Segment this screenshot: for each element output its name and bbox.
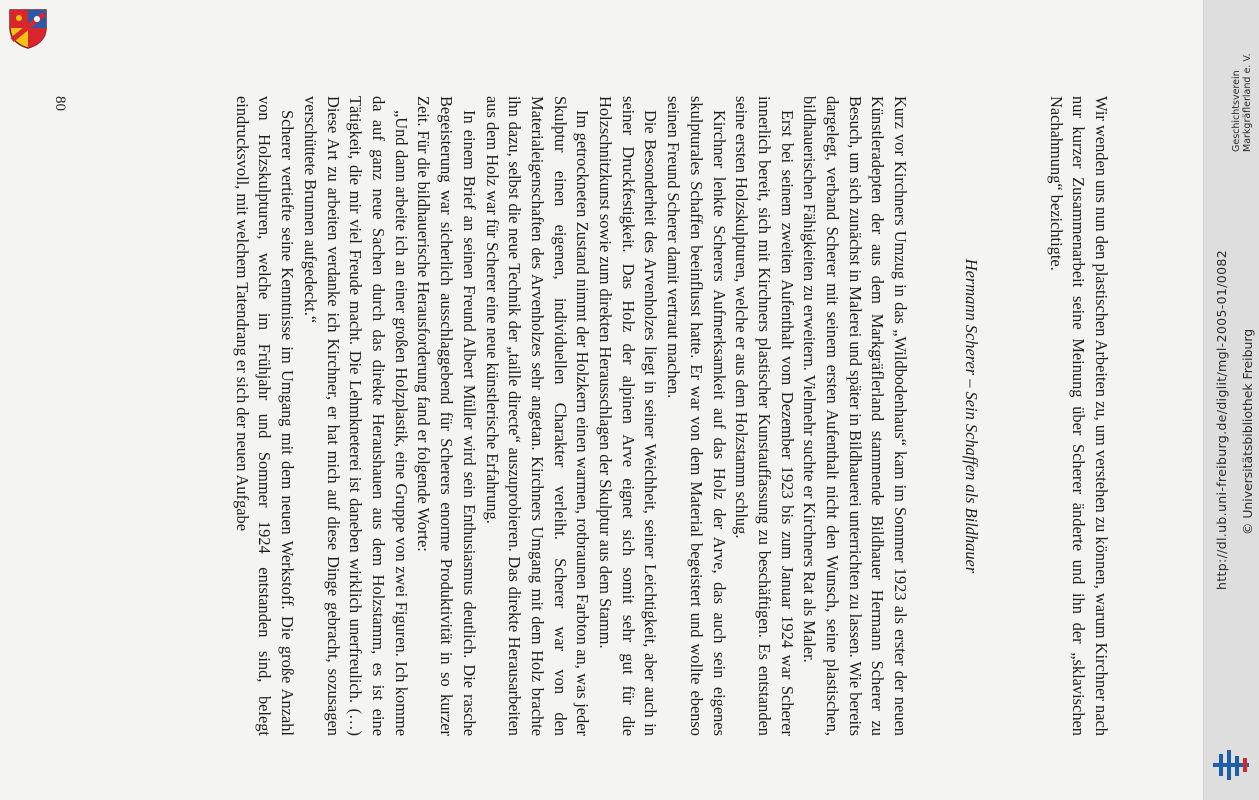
body-paragraph: Kurz vor Kirchners Umzug in das „Wildbodenhaus“ kam im Sommer 1923 als erster der neuen Künstleradepten der aus dem Markgräflerland stammende Bildhauer Hermann Scherer zu Besuch, um sich zunächst in Malerei und später in Bildhauerei unterrichten zu lassen. Wie bereits dargelegt, verband Scherer mit seinem ersten Aufenthalt nicht den Wunsch, seine plastischen, bildhauerischen Fähigkeiten zu erweitern. Vielmehr suchte er Kirchners Rat als Maler. <box>800 96 911 736</box>
body-paragraph: Erst bei seinem zweiten Aufenthalt vom Dezember 1923 bis zum Januar 1924 war Scherer innerlich bereit, sich mit Kirchners plastischer Kunstauffassung zu beschäftigen. Es entstanden seine ersten Holzskulpturen, welche er aus dem Holzstamm schlug. <box>732 96 797 736</box>
coat-of-arms-icon <box>6 6 50 50</box>
section-heading: Hermann Scherer – Sein Schaffen als Bildhauer <box>961 258 981 574</box>
ub-freiburg-logo-icon <box>1211 746 1251 784</box>
body-paragraph: In einem Brief an seinen Freund Albert Müller wird sein Enthusiasmus deutlich. Die rasche Begeisterung war sicherlich ausschlaggebend für Scherers enorme Produktivität in so kurzer Zeit. Für die bildhauerische Herausforderung fand er folgende Worte: <box>414 96 479 736</box>
copyright-notice: © Universitätsbibliothek Freiburg <box>1240 328 1255 535</box>
intro-paragraph: Wir wenden uns nun den plastischen Arbeiten zu, um verstehen zu können, warum Kirchner nach nur kurzer Zusammenarbeit seine Meinung über Scherer änderte und ihn der „sklavischen Nachahmung“ bezichtigte. <box>1046 96 1111 736</box>
society-name-line2: Markgräflerland e. V. <box>1242 53 1253 152</box>
society-name-line1: Geschichtsverein <box>1231 70 1242 152</box>
body-paragraph: Im getrockneten Zustand nimmt der Holzkern einen warmen, rotbraunen Farbton an, was jeder Skulptur einen eigenen, individuellen Charakter verleiht. Scherer war von den Materialeigenschaften des Arvenholzes sehr angetan. Kirchners Umgang mit dem Holz brachte ihn dazu, selbst die neue Technik der „taille directe“ auszuprobieren. Das direkte Herausarbeiten aus dem Holz war für Scherer eine neue künstlerische Erfahrung. <box>482 96 593 736</box>
body-paragraph: Scherer vertiefte seine Kenntnisse im Umgang mit dem neuen Werkstoff. Die große Anzahl von Holzskulpturen, welche im Frühjahr und Sommer 1924 entstanden sind, belegt eindrucksvoll, mit welchem Tatendrang er sich der neuen Aufgabe <box>232 96 298 736</box>
quote-paragraph: „Und dann arbeite ich an einer großen Holzplastik, eine Gruppe von zwei Figuren. Ich komme da auf ganz neue Sachen durch das direkte Heraushauen aus dem Holzstamm, es ist eine Tätigkeit, die mir viel Freude macht. Die Lehmkneterei ist daneben wirklich unerfreulich. (…) Diese Art zu arbeiten verdanke ich Kirchner, er hat mich auf diese Dinge gebracht, sozusagen verschüttete Brunnen aufgedeckt.“ <box>300 96 411 736</box>
page-text-column <box>230 96 1112 736</box>
body-paragraph: Die Besonderheit des Arvenholzes liegt in seiner Weichheit, seiner Leichtigkeit, aber auch in seiner Druckfestigkeit. Das Holz der alpinen Arve eignet sich somit sehr gut für die Holzschnitzkunst sowie zum direkten Herausschlagen der Skulptur aus dem Stamm. <box>596 96 661 736</box>
document-url-link[interactable]: http://dl.ub.uni-freiburg.de/diglit/mgl-2005-01/0082 <box>1214 249 1229 590</box>
body-paragraph: Kirchner lenkte Scherers Aufmerksamkeit auf das Holz der Arve, das auch sein eigenes skulpturales Schaffen beeinflusst hatte. Er war von dem Material begeistert und wollte ebenso seinen Freund Scherer damit vertraut machen. <box>664 96 729 736</box>
page-number: 80 <box>52 96 68 111</box>
